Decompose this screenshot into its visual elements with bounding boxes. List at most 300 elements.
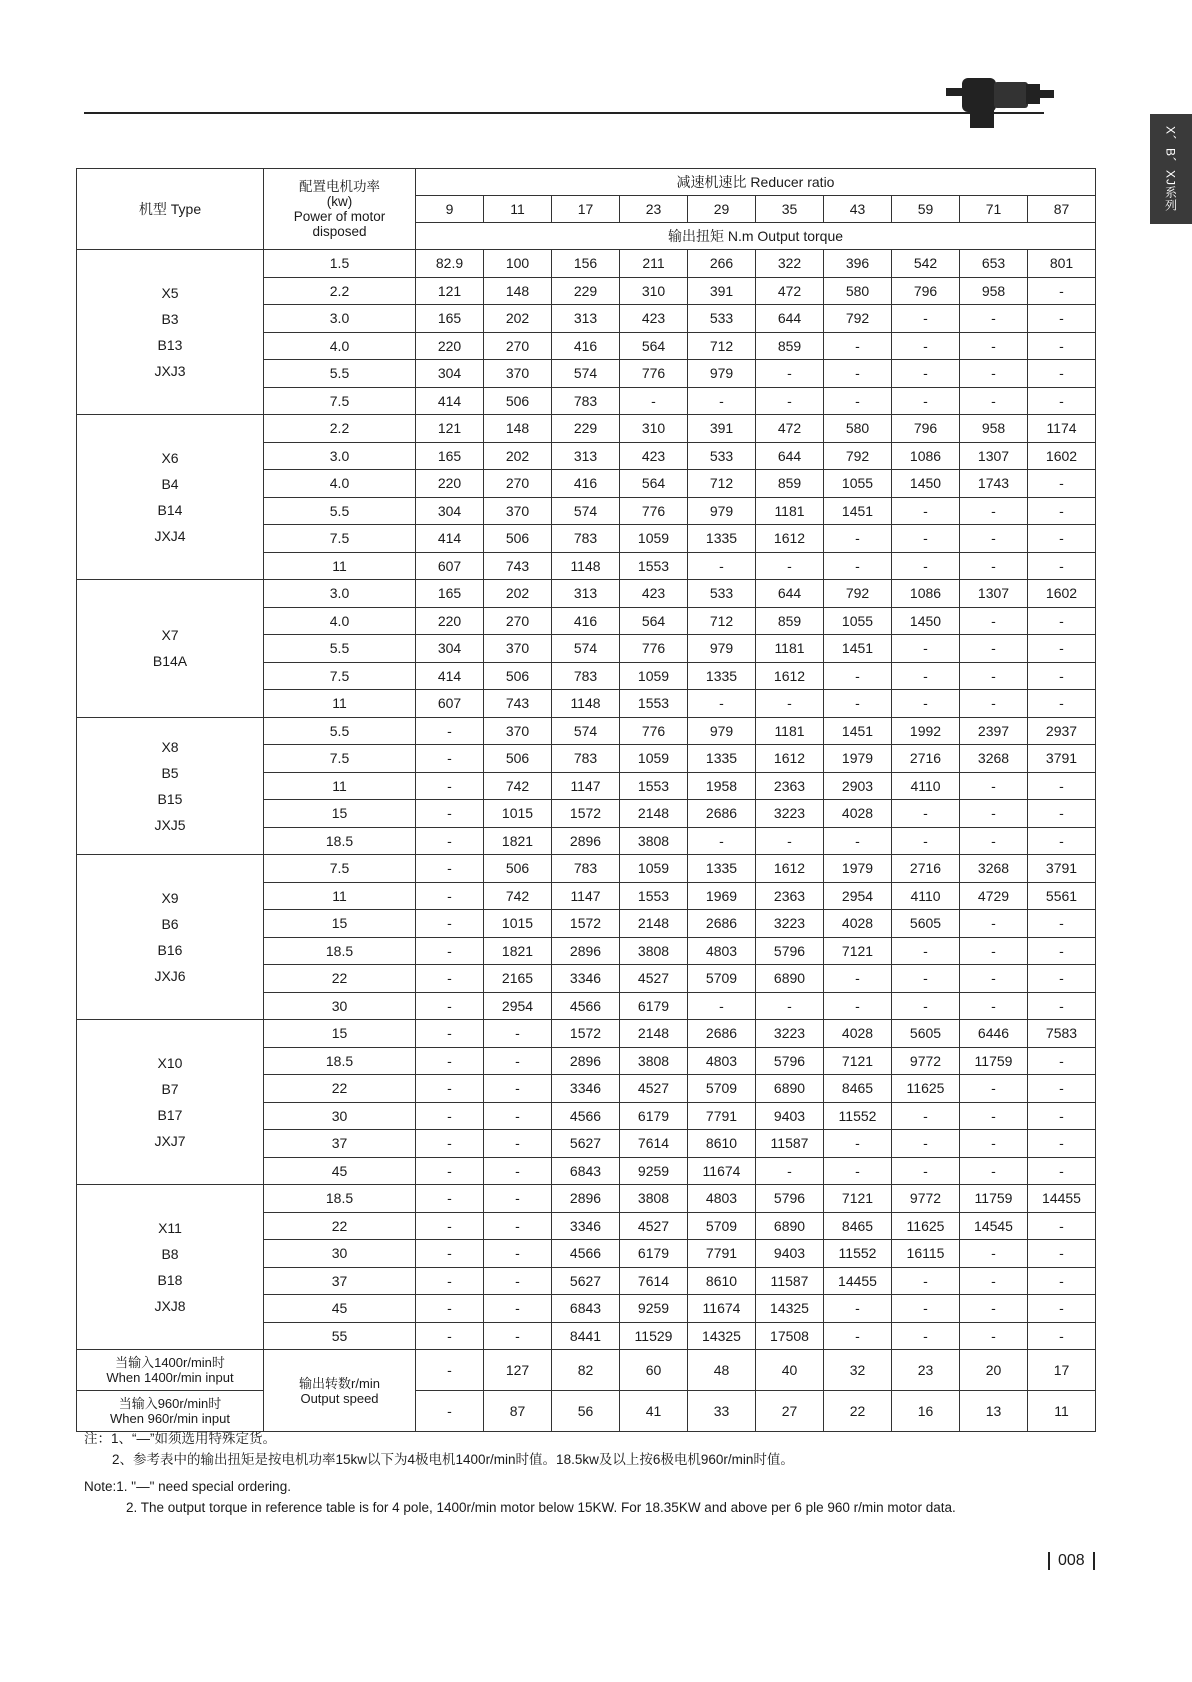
speed-cell: 23 [892, 1350, 960, 1391]
torque-cell: - [1028, 1240, 1096, 1268]
torque-cell: 5627 [552, 1130, 620, 1158]
torque-cell: - [892, 332, 960, 360]
ratio-header-cell: 59 [892, 196, 960, 223]
speed-cell: 20 [960, 1350, 1028, 1391]
table-row [77, 717, 1096, 745]
torque-cell: - [416, 1212, 484, 1240]
torque-cell: 11587 [756, 1130, 824, 1158]
torque-cell: - [688, 992, 756, 1020]
torque-cell: 1979 [824, 745, 892, 773]
torque-cell: 5561 [1028, 882, 1096, 910]
torque-cell: - [484, 1240, 552, 1268]
torque-cell: - [960, 1102, 1028, 1130]
torque-cell: - [960, 965, 1028, 993]
torque-cell: 580 [824, 277, 892, 305]
torque-cell: - [1028, 1322, 1096, 1350]
motor-power-cell: 4.0 [264, 332, 416, 360]
torque-cell: 472 [756, 415, 824, 443]
torque-cell: 1572 [552, 1020, 620, 1048]
torque-cell: 11552 [824, 1102, 892, 1130]
torque-cell: 2954 [484, 992, 552, 1020]
torque-cell: 9772 [892, 1047, 960, 1075]
torque-cell: 5709 [688, 965, 756, 993]
speed-cell: 32 [824, 1350, 892, 1391]
torque-cell: 6890 [756, 1075, 824, 1103]
torque-cell: 644 [756, 442, 824, 470]
torque-cell: - [892, 552, 960, 580]
motor-power-cell: 7.5 [264, 387, 416, 415]
torque-cell: 1147 [552, 772, 620, 800]
motor-power-cell: 18.5 [264, 827, 416, 855]
torque-cell: 11674 [688, 1157, 756, 1185]
motor-power-cell: 3.0 [264, 305, 416, 333]
motor-power-cell: 37 [264, 1267, 416, 1295]
torque-cell: - [416, 1240, 484, 1268]
torque-cell: 2148 [620, 800, 688, 828]
model-name: B6 [161, 916, 179, 932]
motor-power-cell: 45 [264, 1157, 416, 1185]
note-en-1: Note:1. "—" need special ordering. [84, 1479, 291, 1494]
torque-cell: - [1028, 1157, 1096, 1185]
torque-cell: 313 [552, 442, 620, 470]
model-name: X10 [157, 1055, 183, 1071]
torque-cell: - [1028, 607, 1096, 635]
torque-cell: 1821 [484, 937, 552, 965]
torque-cell: - [688, 552, 756, 580]
torque-cell: 7121 [824, 937, 892, 965]
torque-cell: - [892, 1267, 960, 1295]
torque-cell: 2148 [620, 910, 688, 938]
speed-cell: 17 [1028, 1350, 1096, 1391]
torque-cell: 4028 [824, 1020, 892, 1048]
torque-cell: 533 [688, 442, 756, 470]
torque-cell: 607 [416, 690, 484, 718]
torque-cell: - [960, 1295, 1028, 1323]
torque-cell: - [960, 937, 1028, 965]
torque-cell: - [960, 525, 1028, 553]
torque-cell: 1181 [756, 635, 824, 663]
output-speed-label-cn: 输出转数r/min [299, 1375, 380, 1391]
torque-cell: - [484, 1267, 552, 1295]
torque-cell: 1612 [756, 855, 824, 883]
torque-cell: 5605 [892, 1020, 960, 1048]
speed-cell: 22 [824, 1391, 892, 1432]
torque-cell: - [416, 1130, 484, 1158]
torque-cell: 6890 [756, 1212, 824, 1240]
motor-power-cell: 30 [264, 1102, 416, 1130]
torque-cell: - [892, 1102, 960, 1130]
torque-cell: - [1028, 800, 1096, 828]
motor-power-cell: 55 [264, 1322, 416, 1350]
torque-cell: - [1028, 1130, 1096, 1158]
motor-power-label-en-2: disposed [312, 224, 367, 239]
torque-cell: 644 [756, 305, 824, 333]
speed-cell: 60 [620, 1350, 688, 1391]
torque-cell: 6179 [620, 1240, 688, 1268]
torque-table [76, 168, 1096, 1432]
torque-cell: 11529 [620, 1322, 688, 1350]
model-name: B8 [161, 1246, 179, 1262]
torque-cell: - [1028, 525, 1096, 553]
torque-cell: 5796 [756, 937, 824, 965]
model-name: B13 [157, 337, 183, 353]
torque-cell: - [960, 1322, 1028, 1350]
torque-cell: 202 [484, 580, 552, 608]
torque-cell: - [1028, 332, 1096, 360]
torque-cell: 1181 [756, 717, 824, 745]
torque-cell: 7121 [824, 1185, 892, 1213]
torque-cell: - [1028, 277, 1096, 305]
torque-cell: 542 [892, 250, 960, 278]
torque-cell: 1335 [688, 745, 756, 773]
model-name: B18 [157, 1272, 183, 1288]
torque-cell: - [1028, 772, 1096, 800]
motor-power-cell: 5.5 [264, 717, 416, 745]
torque-cell: 1553 [620, 690, 688, 718]
torque-cell: - [688, 827, 756, 855]
torque-cell: - [1028, 470, 1096, 498]
page-number-text: 008 [1058, 1552, 1085, 1570]
motor-power-cell: 11 [264, 552, 416, 580]
model-type-cell [77, 415, 264, 580]
torque-cell: 776 [620, 635, 688, 663]
torque-cell: 391 [688, 277, 756, 305]
torque-cell: 9772 [892, 1185, 960, 1213]
torque-cell: 7121 [824, 1047, 892, 1075]
torque-cell: - [892, 827, 960, 855]
torque-cell: 2165 [484, 965, 552, 993]
torque-cell: - [824, 387, 892, 415]
torque-cell: 416 [552, 470, 620, 498]
torque-cell: - [960, 635, 1028, 663]
torque-cell: - [960, 607, 1028, 635]
torque-cell: - [484, 1322, 552, 1350]
torque-cell: 1086 [892, 580, 960, 608]
torque-cell: 121 [416, 415, 484, 443]
torque-cell: - [416, 1075, 484, 1103]
torque-cell: 270 [484, 332, 552, 360]
torque-cell: 2896 [552, 937, 620, 965]
speed-cell: 56 [552, 1391, 620, 1432]
torque-cell: - [1028, 1267, 1096, 1295]
torque-cell: - [756, 387, 824, 415]
torque-cell: 423 [620, 442, 688, 470]
torque-cell: 313 [552, 580, 620, 608]
torque-cell: - [1028, 1212, 1096, 1240]
motor-power-cell: 7.5 [264, 662, 416, 690]
model-name: B14A [152, 653, 188, 670]
torque-cell: - [892, 1322, 960, 1350]
torque-cell: 414 [416, 525, 484, 553]
model-name: X8 [161, 738, 179, 755]
torque-cell: 202 [484, 442, 552, 470]
model-name: X7 [161, 627, 179, 644]
torque-cell: 396 [824, 250, 892, 278]
torque-cell: 958 [960, 277, 1028, 305]
torque-cell: 82.9 [416, 250, 484, 278]
torque-cell: 1307 [960, 442, 1028, 470]
torque-cell: 1450 [892, 607, 960, 635]
motor-power-label-en: Power of motor [293, 209, 386, 224]
torque-cell: 11625 [892, 1075, 960, 1103]
page-number-bar-right [1093, 1552, 1095, 1570]
torque-cell: 7614 [620, 1267, 688, 1295]
torque-cell: 2896 [552, 1047, 620, 1075]
torque-cell: 7583 [1028, 1020, 1096, 1048]
torque-cell: 8465 [824, 1212, 892, 1240]
torque-cell: 121 [416, 277, 484, 305]
torque-cell: 3223 [756, 1020, 824, 1048]
torque-cell: 712 [688, 332, 756, 360]
torque-cell: 2686 [688, 910, 756, 938]
torque-cell: 6843 [552, 1295, 620, 1323]
torque-cell: 1602 [1028, 442, 1096, 470]
torque-cell: 1450 [892, 470, 960, 498]
torque-cell: 17508 [756, 1322, 824, 1350]
torque-cell: 148 [484, 415, 552, 443]
torque-cell: 165 [416, 305, 484, 333]
torque-cell: - [416, 965, 484, 993]
torque-cell: - [1028, 552, 1096, 580]
torque-cell: 1055 [824, 607, 892, 635]
torque-cell: 8441 [552, 1322, 620, 1350]
torque-cell: - [960, 1130, 1028, 1158]
torque-cell: 2896 [552, 827, 620, 855]
model-name: B7 [161, 1081, 179, 1097]
torque-cell: 776 [620, 717, 688, 745]
torque-cell: 1992 [892, 717, 960, 745]
model-name: B3 [161, 311, 179, 327]
torque-cell: - [688, 690, 756, 718]
table-row [77, 415, 1096, 443]
motor-power-cell: 22 [264, 1212, 416, 1240]
model-type-cell [77, 717, 264, 855]
torque-cell: 270 [484, 470, 552, 498]
torque-cell: - [484, 1047, 552, 1075]
torque-cell: - [892, 937, 960, 965]
torque-cell: 414 [416, 662, 484, 690]
torque-cell: - [1028, 965, 1096, 993]
ratio-header-cell: 71 [960, 196, 1028, 223]
model-type-cell [77, 250, 264, 415]
torque-cell: 3346 [552, 1075, 620, 1103]
torque-cell: - [416, 855, 484, 883]
torque-cell: - [824, 1157, 892, 1185]
torque-cell: 1059 [620, 855, 688, 883]
torque-cell: - [892, 305, 960, 333]
torque-cell: 1086 [892, 442, 960, 470]
motor-power-cell: 1.5 [264, 250, 416, 278]
torque-cell: - [824, 525, 892, 553]
torque-cell: 6446 [960, 1020, 1028, 1048]
torque-cell: 5709 [688, 1212, 756, 1240]
torque-cell: - [892, 525, 960, 553]
torque-cell: - [416, 1295, 484, 1323]
motor-power-cell: 7.5 [264, 525, 416, 553]
torque-cell: 9403 [756, 1240, 824, 1268]
torque-cell: 979 [688, 717, 756, 745]
note-cn-2: 2、参考表中的输出扭矩是按电机功率15kw以下为4极电机1400r/min时值。18.5kw及以上按6极电机960r/min时值。 [112, 1452, 794, 1467]
torque-cell: 4803 [688, 1047, 756, 1075]
speed-cell: - [416, 1391, 484, 1432]
torque-cell: - [416, 1322, 484, 1350]
model-type-cell [77, 855, 264, 1020]
torque-cell: 3346 [552, 965, 620, 993]
torque-cell: - [824, 690, 892, 718]
torque-cell: 4527 [620, 1075, 688, 1103]
torque-cell: - [416, 882, 484, 910]
torque-cell: 391 [688, 415, 756, 443]
speed-cell: 40 [756, 1350, 824, 1391]
torque-cell: 11759 [960, 1047, 1028, 1075]
torque-cell: 370 [484, 717, 552, 745]
table-row [77, 1185, 1096, 1213]
torque-cell: - [416, 937, 484, 965]
torque-cell: 416 [552, 332, 620, 360]
torque-cell: 14325 [756, 1295, 824, 1323]
torque-cell: 958 [960, 415, 1028, 443]
speed-cell: 16 [892, 1391, 960, 1432]
torque-cell: - [960, 305, 1028, 333]
model-name: X5 [161, 285, 179, 301]
page-number [1040, 1552, 1103, 1570]
model-name: B14 [157, 502, 183, 518]
torque-cell: - [960, 332, 1028, 360]
motor-power-cell: 7.5 [264, 745, 416, 773]
torque-cell: - [1028, 690, 1096, 718]
torque-cell: 3268 [960, 855, 1028, 883]
torque-cell: 506 [484, 525, 552, 553]
torque-cell: 2686 [688, 1020, 756, 1048]
torque-cell: 2397 [960, 717, 1028, 745]
torque-cell: - [1028, 1075, 1096, 1103]
torque-cell: 1979 [824, 855, 892, 883]
torque-cell: 742 [484, 882, 552, 910]
motor-power-label-cn: 配置电机功率 [299, 179, 380, 194]
torque-cell: - [960, 827, 1028, 855]
torque-cell: - [1028, 992, 1096, 1020]
torque-cell: - [416, 717, 484, 745]
torque-cell: - [824, 965, 892, 993]
torque-cell: - [892, 635, 960, 663]
torque-cell: 1969 [688, 882, 756, 910]
torque-cell: - [892, 1295, 960, 1323]
torque-cell: - [1028, 662, 1096, 690]
model-name: JXJ6 [154, 968, 186, 984]
torque-cell: 4110 [892, 882, 960, 910]
motor-power-cell: 15 [264, 1020, 416, 1048]
torque-cell: - [484, 1212, 552, 1240]
torque-cell: 6179 [620, 1102, 688, 1130]
torque-cell: 3791 [1028, 745, 1096, 773]
torque-cell: 776 [620, 360, 688, 388]
output-speed-label-en: Output speed [300, 1390, 379, 1406]
torque-cell: 2686 [688, 800, 756, 828]
torque-cell: 165 [416, 442, 484, 470]
torque-cell: - [824, 552, 892, 580]
torque-cell: 202 [484, 305, 552, 333]
torque-cell: 3223 [756, 800, 824, 828]
torque-cell: 859 [756, 470, 824, 498]
torque-cell: - [1028, 305, 1096, 333]
torque-cell: 156 [552, 250, 620, 278]
torque-cell: - [1028, 1295, 1096, 1323]
speed-condition-cn: 当输入1400r/min时 [115, 1355, 225, 1370]
torque-cell: 7614 [620, 1130, 688, 1158]
torque-cell: - [960, 772, 1028, 800]
motor-power-unit: (kw) [326, 194, 353, 209]
torque-cell: 370 [484, 635, 552, 663]
torque-cell: 506 [484, 855, 552, 883]
torque-cell: - [416, 827, 484, 855]
model-name: JXJ7 [154, 1133, 186, 1149]
torque-cell: - [824, 662, 892, 690]
output-torque-header: 输出扭矩 N.m Output torque [416, 223, 1096, 250]
torque-cell: - [824, 332, 892, 360]
model-name: B16 [157, 942, 183, 958]
torque-cell: 14455 [1028, 1185, 1096, 1213]
torque-cell: 4566 [552, 1102, 620, 1130]
ratio-header-cell: 17 [552, 196, 620, 223]
motor-power-cell: 18.5 [264, 1047, 416, 1075]
torque-cell: - [416, 1185, 484, 1213]
torque-cell: 1015 [484, 910, 552, 938]
motor-power-cell: 3.0 [264, 580, 416, 608]
torque-cell: 1181 [756, 497, 824, 525]
motor-power-header [264, 169, 416, 250]
model-type-cell [77, 1020, 264, 1185]
speed-condition-en: When 960r/min input [110, 1411, 230, 1426]
torque-cell: 310 [620, 277, 688, 305]
torque-cell: - [960, 497, 1028, 525]
torque-cell: - [960, 800, 1028, 828]
speed-row [77, 1350, 1096, 1391]
torque-cell: 3808 [620, 827, 688, 855]
speed-cell: 11 [1028, 1391, 1096, 1432]
torque-cell: 859 [756, 332, 824, 360]
torque-cell: 472 [756, 277, 824, 305]
motor-power-cell: 5.5 [264, 497, 416, 525]
torque-cell: 7791 [688, 1102, 756, 1130]
motor-power-cell: 18.5 [264, 937, 416, 965]
torque-cell: - [892, 992, 960, 1020]
torque-cell: 266 [688, 250, 756, 278]
torque-cell: - [416, 1157, 484, 1185]
torque-cell: 322 [756, 250, 824, 278]
torque-cell: - [892, 662, 960, 690]
torque-cell: - [892, 1130, 960, 1158]
torque-cell: 1335 [688, 855, 756, 883]
model-type-cell [77, 580, 264, 718]
torque-cell: - [824, 1295, 892, 1323]
torque-cell: 8610 [688, 1267, 756, 1295]
torque-cell: - [484, 1157, 552, 1185]
torque-cell: 423 [620, 580, 688, 608]
model-name: X9 [161, 890, 179, 906]
header-rule [84, 112, 1044, 114]
torque-cell: 564 [620, 470, 688, 498]
model-name: B17 [157, 1107, 183, 1123]
torque-cell: - [484, 1185, 552, 1213]
torque-cell: 2903 [824, 772, 892, 800]
torque-cell: 370 [484, 497, 552, 525]
speed-row [77, 1391, 1096, 1432]
reducer-illustration-icon [940, 66, 1060, 130]
torque-cell: 1059 [620, 525, 688, 553]
torque-cell: 11587 [756, 1267, 824, 1295]
torque-cell: 796 [892, 277, 960, 305]
torque-cell: 16115 [892, 1240, 960, 1268]
